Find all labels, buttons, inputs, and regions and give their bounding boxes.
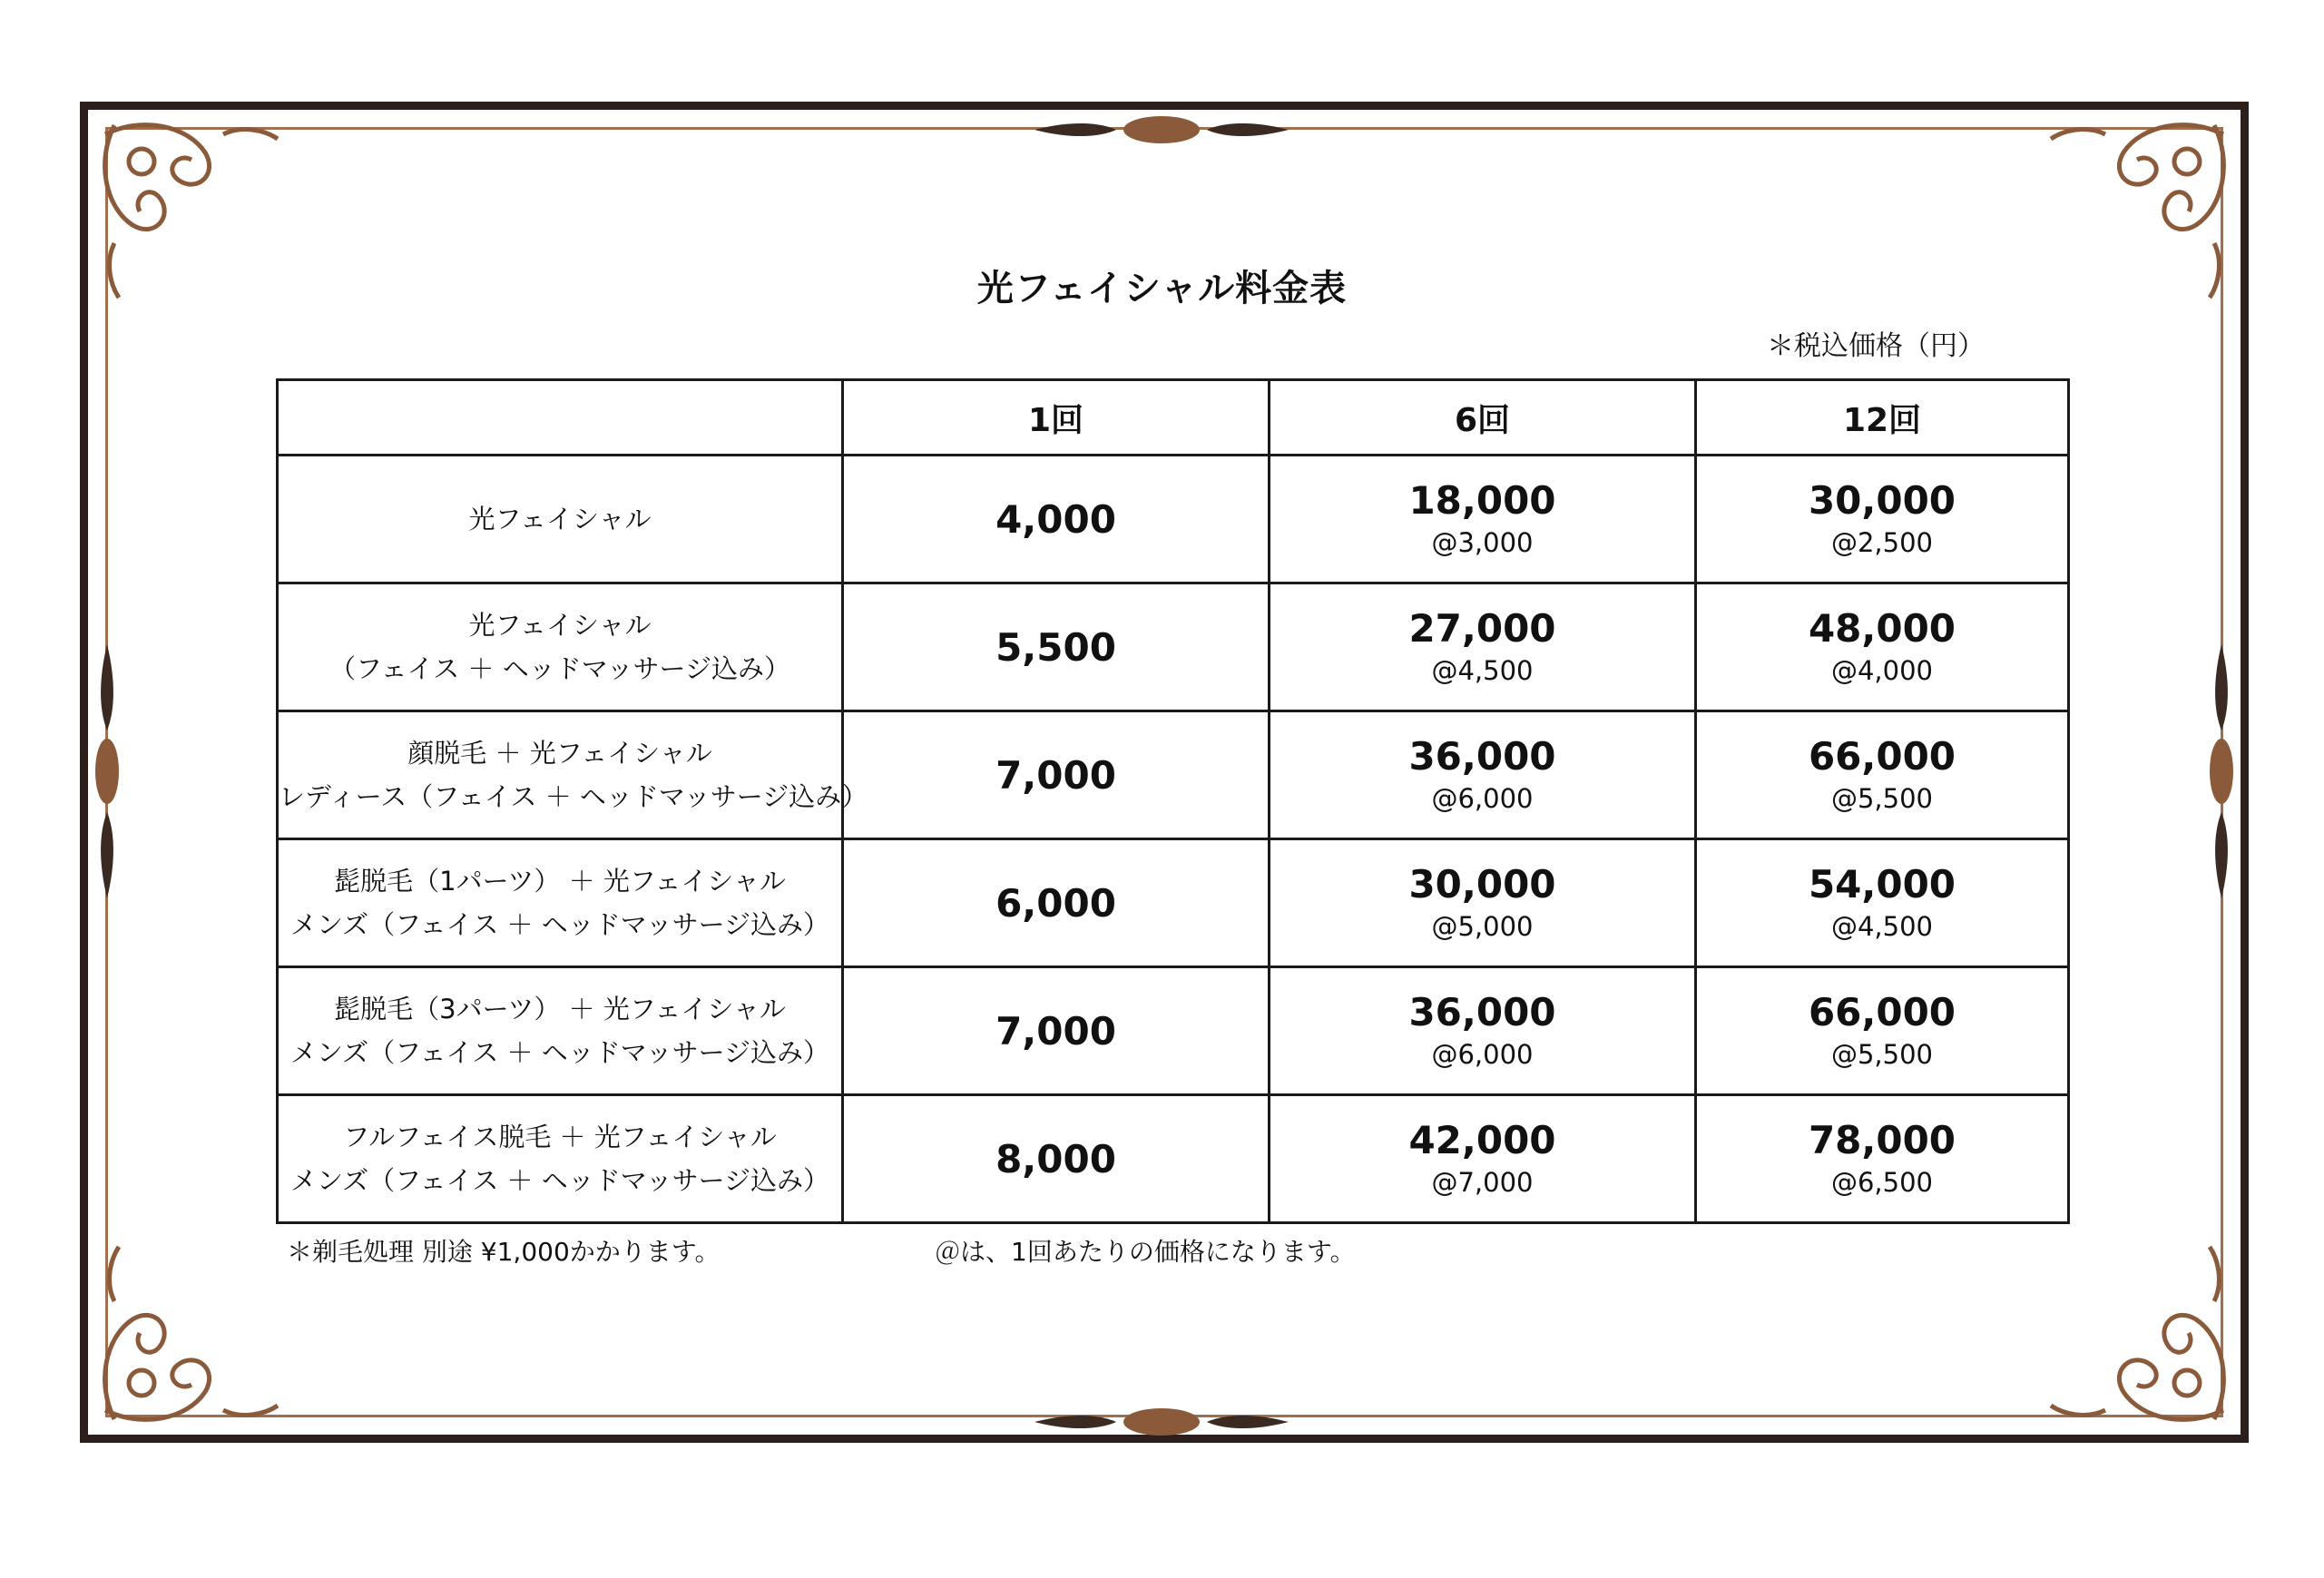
right-center-flourish: [2203, 635, 2240, 907]
price-12-cell: [1696, 839, 2069, 967]
price-6-total: 18,000: [1408, 478, 1556, 523]
price-single: 4,000: [843, 456, 1270, 583]
course-name-cell: [278, 839, 843, 967]
price-6-unit: @7,000: [1431, 1167, 1534, 1198]
header-cell-1-session: 1回: [843, 380, 1270, 456]
course-name-line: 光フェイシャル: [468, 610, 652, 641]
table-row: [278, 711, 2069, 839]
price-12-cell: [1696, 711, 2069, 839]
price-single: 7,000: [843, 967, 1270, 1095]
price-6-cell: [1270, 1095, 1696, 1223]
price-6-cell: [1270, 839, 1696, 967]
price-12-unit: @5,500: [1830, 783, 1934, 814]
price-single: 8,000: [843, 1095, 1270, 1223]
price-12-cell: [1696, 583, 2069, 711]
price-6-total: 27,000: [1408, 606, 1556, 651]
price-6-total: 42,000: [1408, 1118, 1556, 1162]
course-name-line: フルフェイス脱毛 ＋ 光フェイシャル: [343, 1122, 777, 1152]
price-12-unit: @6,500: [1830, 1167, 1934, 1198]
footnote-shaving: ＊剃毛処理 別途 ¥1,000かかります。: [287, 1237, 721, 1267]
price-12-unit: @4,500: [1830, 911, 1934, 942]
course-name-line: 髭脱毛（3パーツ） ＋ 光フェイシャル: [334, 994, 786, 1024]
table-row: [278, 1095, 2069, 1223]
course-name-cell: [278, 583, 843, 711]
price-12-total: 66,000: [1808, 990, 1956, 1034]
price-6-total: 36,000: [1408, 734, 1556, 779]
header-cell-12-sessions: 12回: [1696, 380, 2069, 456]
price-12-cell: [1696, 1095, 2069, 1223]
price-6-cell: [1270, 711, 1696, 839]
price-6-cell: [1270, 456, 1696, 583]
price-table: [276, 378, 2070, 1224]
header-cell-6-sessions: 6回: [1270, 380, 1696, 456]
course-name-line: 顔脱毛 ＋ 光フェイシャル: [407, 738, 712, 769]
price-6-unit: @3,000: [1431, 527, 1534, 558]
price-6-cell: [1270, 967, 1696, 1095]
table-row: [278, 967, 2069, 1095]
price-single: 5,500: [843, 583, 1270, 711]
price-single: 6,000: [843, 839, 1270, 967]
price-12-total: 78,000: [1808, 1118, 1956, 1162]
price-12-total: 54,000: [1808, 862, 1956, 907]
course-name-cell: [278, 1095, 843, 1223]
table-row: [278, 456, 2069, 583]
tax-note: ＊税込価格（円）: [1767, 330, 1985, 362]
price-12-unit: @2,500: [1830, 527, 1934, 558]
price-6-total: 30,000: [1408, 862, 1556, 907]
price-12-total: 66,000: [1808, 734, 1956, 779]
price-6-unit: @4,500: [1431, 655, 1534, 686]
table-row: [278, 583, 2069, 711]
table-header-row: [278, 380, 2069, 456]
footnote-per-session: ＠は、1回あたりの価格になります。: [935, 1237, 1356, 1267]
course-name-line: メンズ（フェイス ＋ ヘッドマッサージ込み）: [289, 1037, 830, 1068]
price-6-unit: @6,000: [1431, 783, 1534, 814]
top-center-flourish: [1025, 109, 1298, 151]
course-name-line: メンズ（フェイス ＋ ヘッドマッサージ込み）: [289, 1165, 830, 1196]
price-single: 7,000: [843, 711, 1270, 839]
course-name-line: 髭脱毛（1パーツ） ＋ 光フェイシャル: [334, 866, 786, 897]
corner-ornament-bottom-left: [87, 1238, 287, 1437]
price-6-total: 36,000: [1408, 990, 1556, 1034]
course-name-cell: [278, 456, 843, 583]
header-cell-blank: [278, 380, 843, 456]
course-name-line: レディース（フェイス ＋ ヘッドマッサージ込み）: [279, 781, 868, 812]
price-6-cell: [1270, 583, 1696, 711]
course-name-line: 光フェイシャル: [468, 504, 652, 534]
price-6-unit: @6,000: [1431, 1039, 1534, 1070]
price-12-cell: [1696, 456, 2069, 583]
course-name-cell: [278, 967, 843, 1095]
price-12-total: 48,000: [1808, 606, 1956, 651]
price-12-unit: @4,000: [1830, 655, 1934, 686]
course-name-cell: [278, 711, 868, 839]
course-name-line: （フェイス ＋ ヘッドマッサージ込み）: [329, 653, 790, 684]
bottom-center-flourish: [1025, 1401, 1298, 1443]
price-12-unit: @5,500: [1830, 1039, 1934, 1070]
course-name-line: メンズ（フェイス ＋ ヘッドマッサージ込み）: [289, 909, 830, 940]
page-title: 光フェイシャル料金表: [976, 268, 1348, 309]
left-center-flourish: [89, 635, 125, 907]
price-12-total: 30,000: [1808, 478, 1956, 523]
corner-ornament-bottom-right: [2042, 1238, 2241, 1437]
price-6-unit: @5,000: [1431, 911, 1534, 942]
price-12-cell: [1696, 967, 2069, 1095]
table-row: [278, 839, 2069, 967]
